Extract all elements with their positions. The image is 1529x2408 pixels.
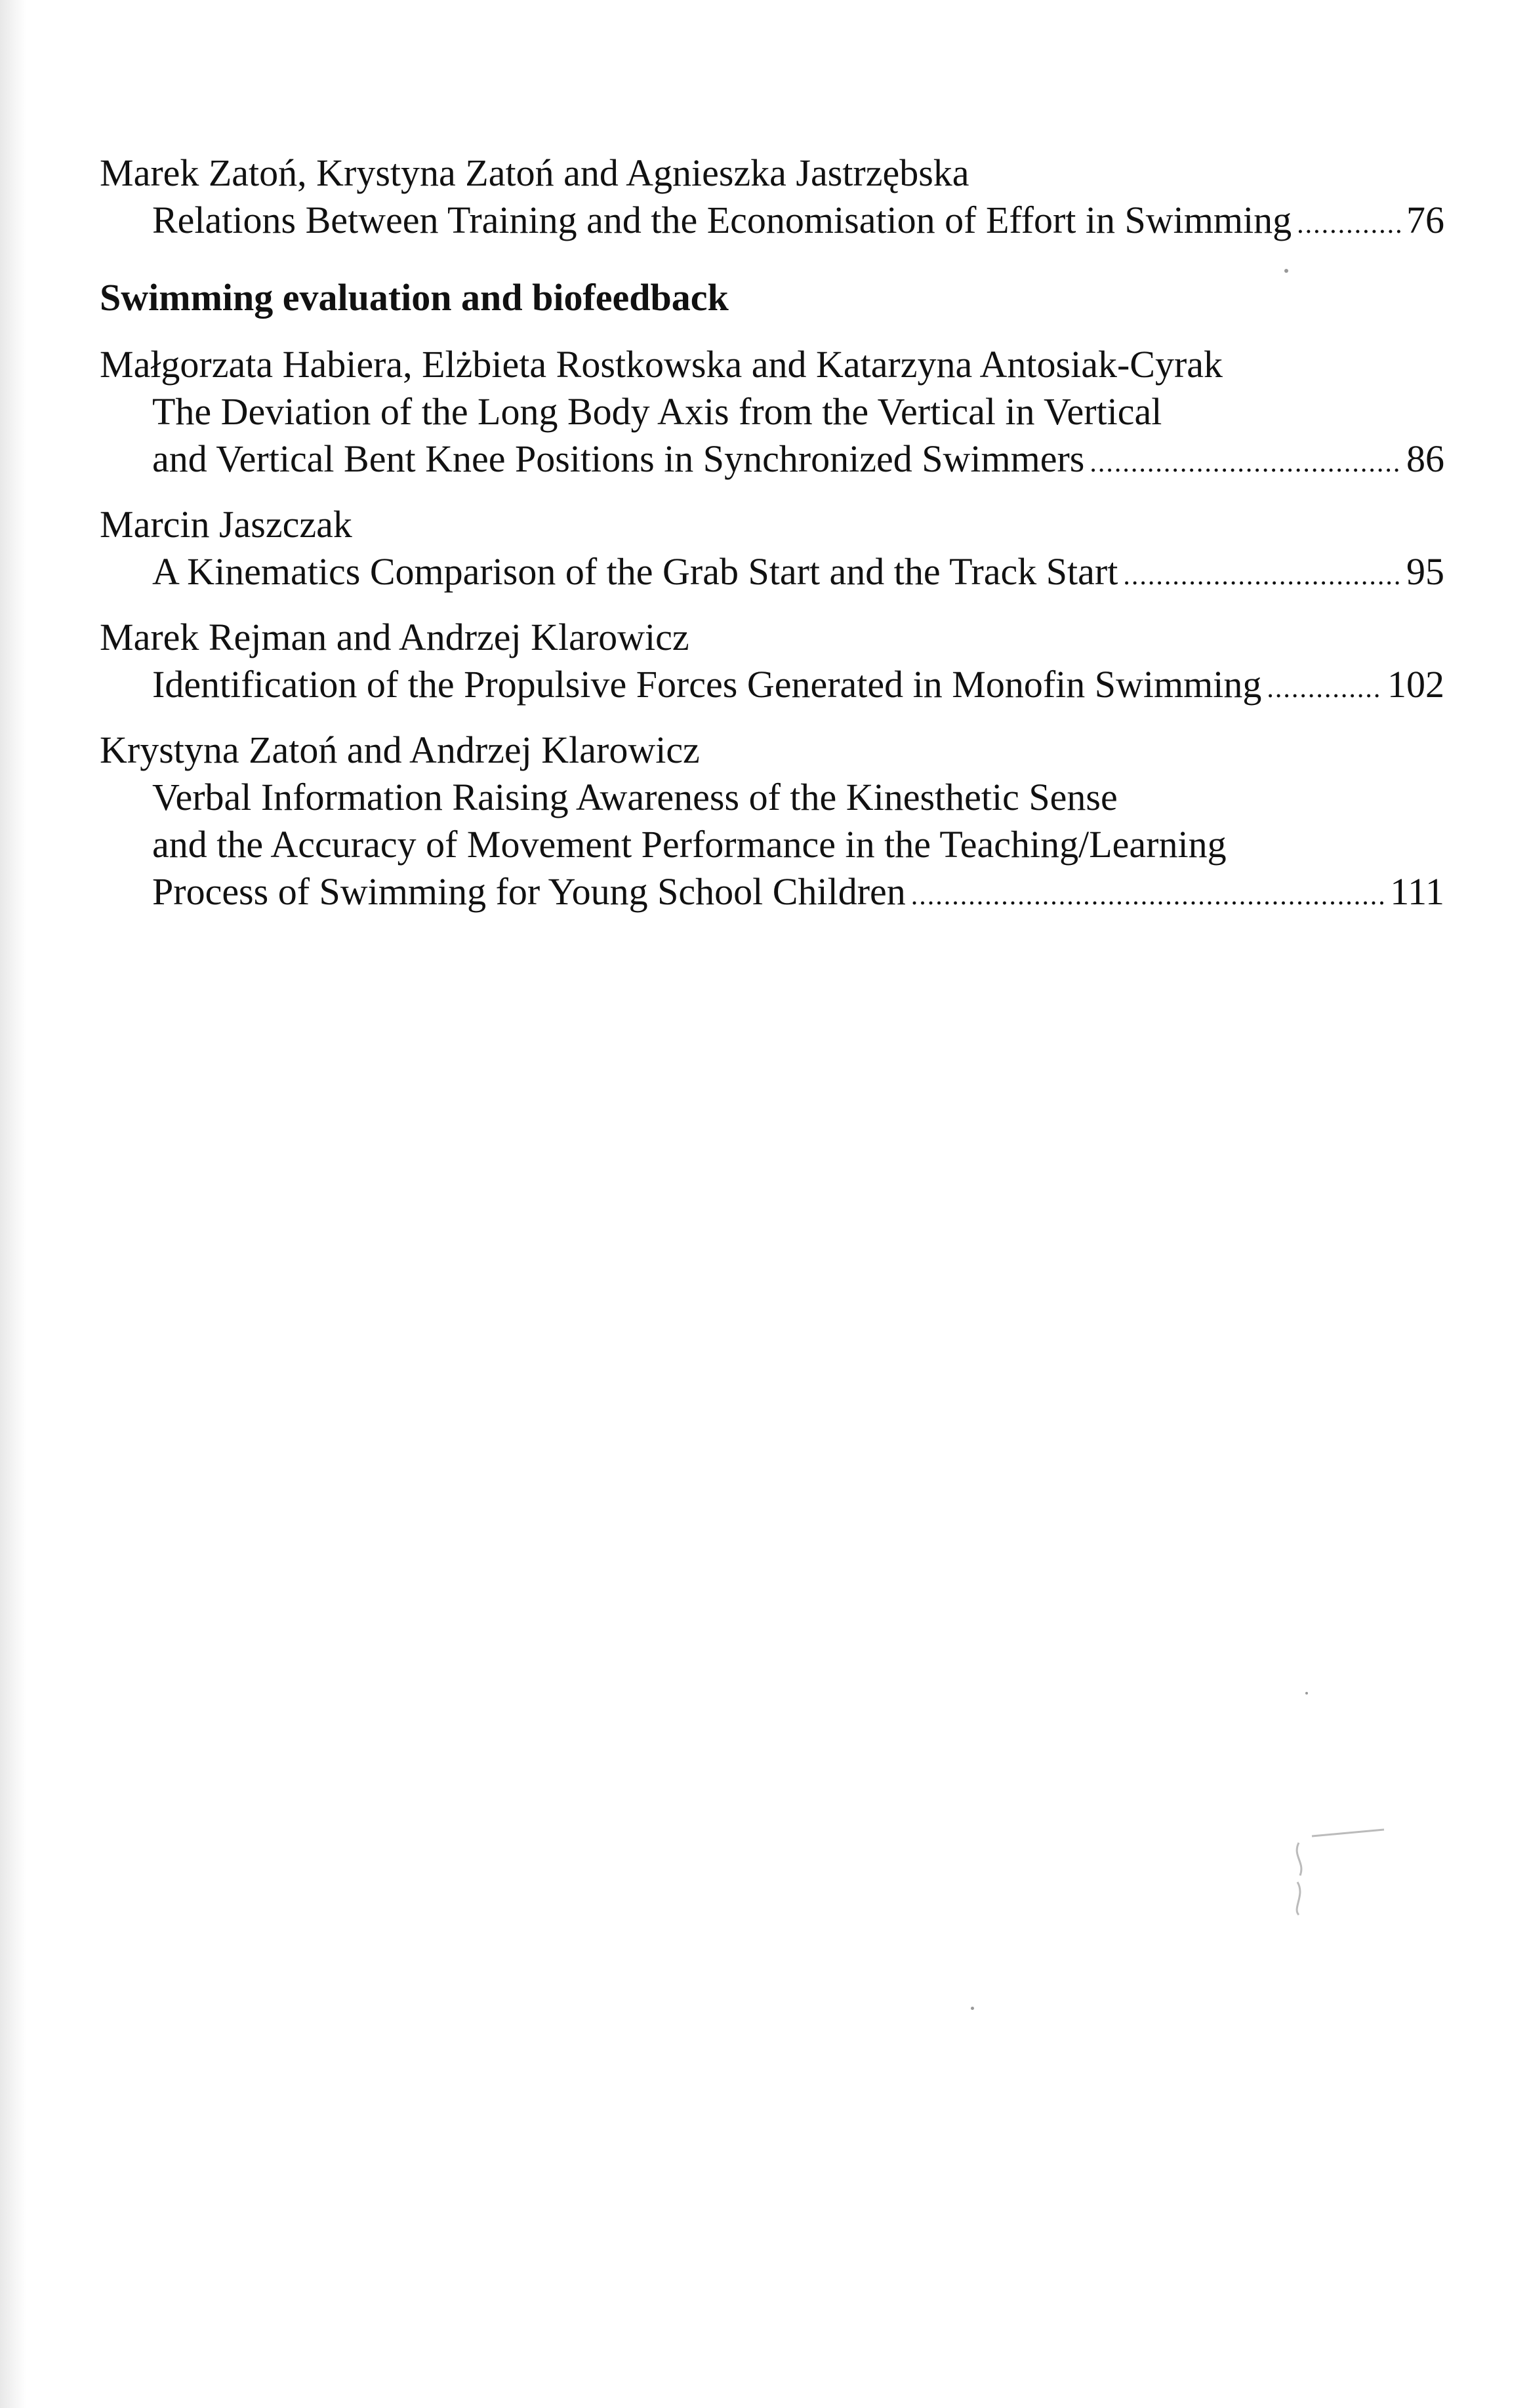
scan-speck	[1284, 269, 1288, 273]
toc-entry	[100, 614, 1444, 712]
dot-leader	[1297, 201, 1401, 248]
toc-entry-authors: Krystyna Zatoń and Andrzej Klarowicz	[100, 729, 700, 771]
toc-entry	[100, 727, 1444, 919]
toc-page-number: 95	[1406, 550, 1444, 593]
toc-entry-title: Identification of the Propulsive Forces Generated in Monofin Swimming	[152, 663, 1262, 706]
table-of-contents	[100, 150, 1444, 919]
toc-page-number: 76	[1406, 199, 1444, 241]
toc-entry-title-line	[100, 548, 1444, 599]
toc-entry-authors: Marek Zatoń, Krystyna Zatoń and Agnieszka Jastrzębska	[100, 151, 969, 194]
scan-speck	[1305, 1692, 1308, 1695]
toc-entry-title-line	[100, 435, 1444, 487]
toc-entry-title: and Vertical Bent Knee Positions in Synchronized Swimmers	[152, 437, 1085, 480]
toc-entry	[100, 501, 1444, 599]
toc-entry-title-line: The Deviation of the Long Body Axis from the Vertical in Vertical	[152, 390, 1162, 433]
toc-entry-authors: Marek Rejman and Andrzej Klarowicz	[100, 616, 689, 658]
toc-entry-title-line	[100, 197, 1444, 248]
toc-entry	[100, 341, 1444, 487]
toc-entry-title: Process of Swimming for Young School Children	[152, 870, 906, 913]
toc-entry-title: Relations Between Training and the Economisation of Effort in Swimming	[152, 199, 1292, 241]
toc-entry	[100, 150, 1444, 248]
dot-leader	[1123, 552, 1401, 599]
toc-entry-title-line: and the Accuracy of Movement Performance in the Teaching/Learning	[152, 823, 1227, 866]
toc-entry-authors: Marcin Jaszczak	[100, 503, 352, 546]
dot-leader	[1267, 665, 1382, 712]
pencil-mark-icon	[1286, 1823, 1391, 1928]
toc-entry-title-line	[100, 661, 1444, 712]
scan-shadow	[0, 0, 26, 2408]
dot-leader	[911, 872, 1385, 919]
toc-page-number: 86	[1406, 437, 1444, 480]
toc-page-number: 102	[1387, 663, 1444, 706]
toc-page-number: 111	[1390, 870, 1444, 913]
toc-entry-title-line: Verbal Information Raising Awareness of the Kinesthetic Sense	[152, 776, 1118, 818]
toc-entry-title: A Kinematics Comparison of the Grab Start and the Track Start	[152, 550, 1118, 593]
toc-entry-title-line	[100, 868, 1444, 919]
dot-leader	[1090, 439, 1401, 487]
scan-speck	[971, 2007, 974, 2010]
toc-entry-authors: Małgorzata Habiera, Elżbieta Rostkowska and Katarzyna Antosiak-Cyrak	[100, 343, 1223, 386]
section-heading: Swimming evaluation and biofeedback	[100, 276, 729, 319]
